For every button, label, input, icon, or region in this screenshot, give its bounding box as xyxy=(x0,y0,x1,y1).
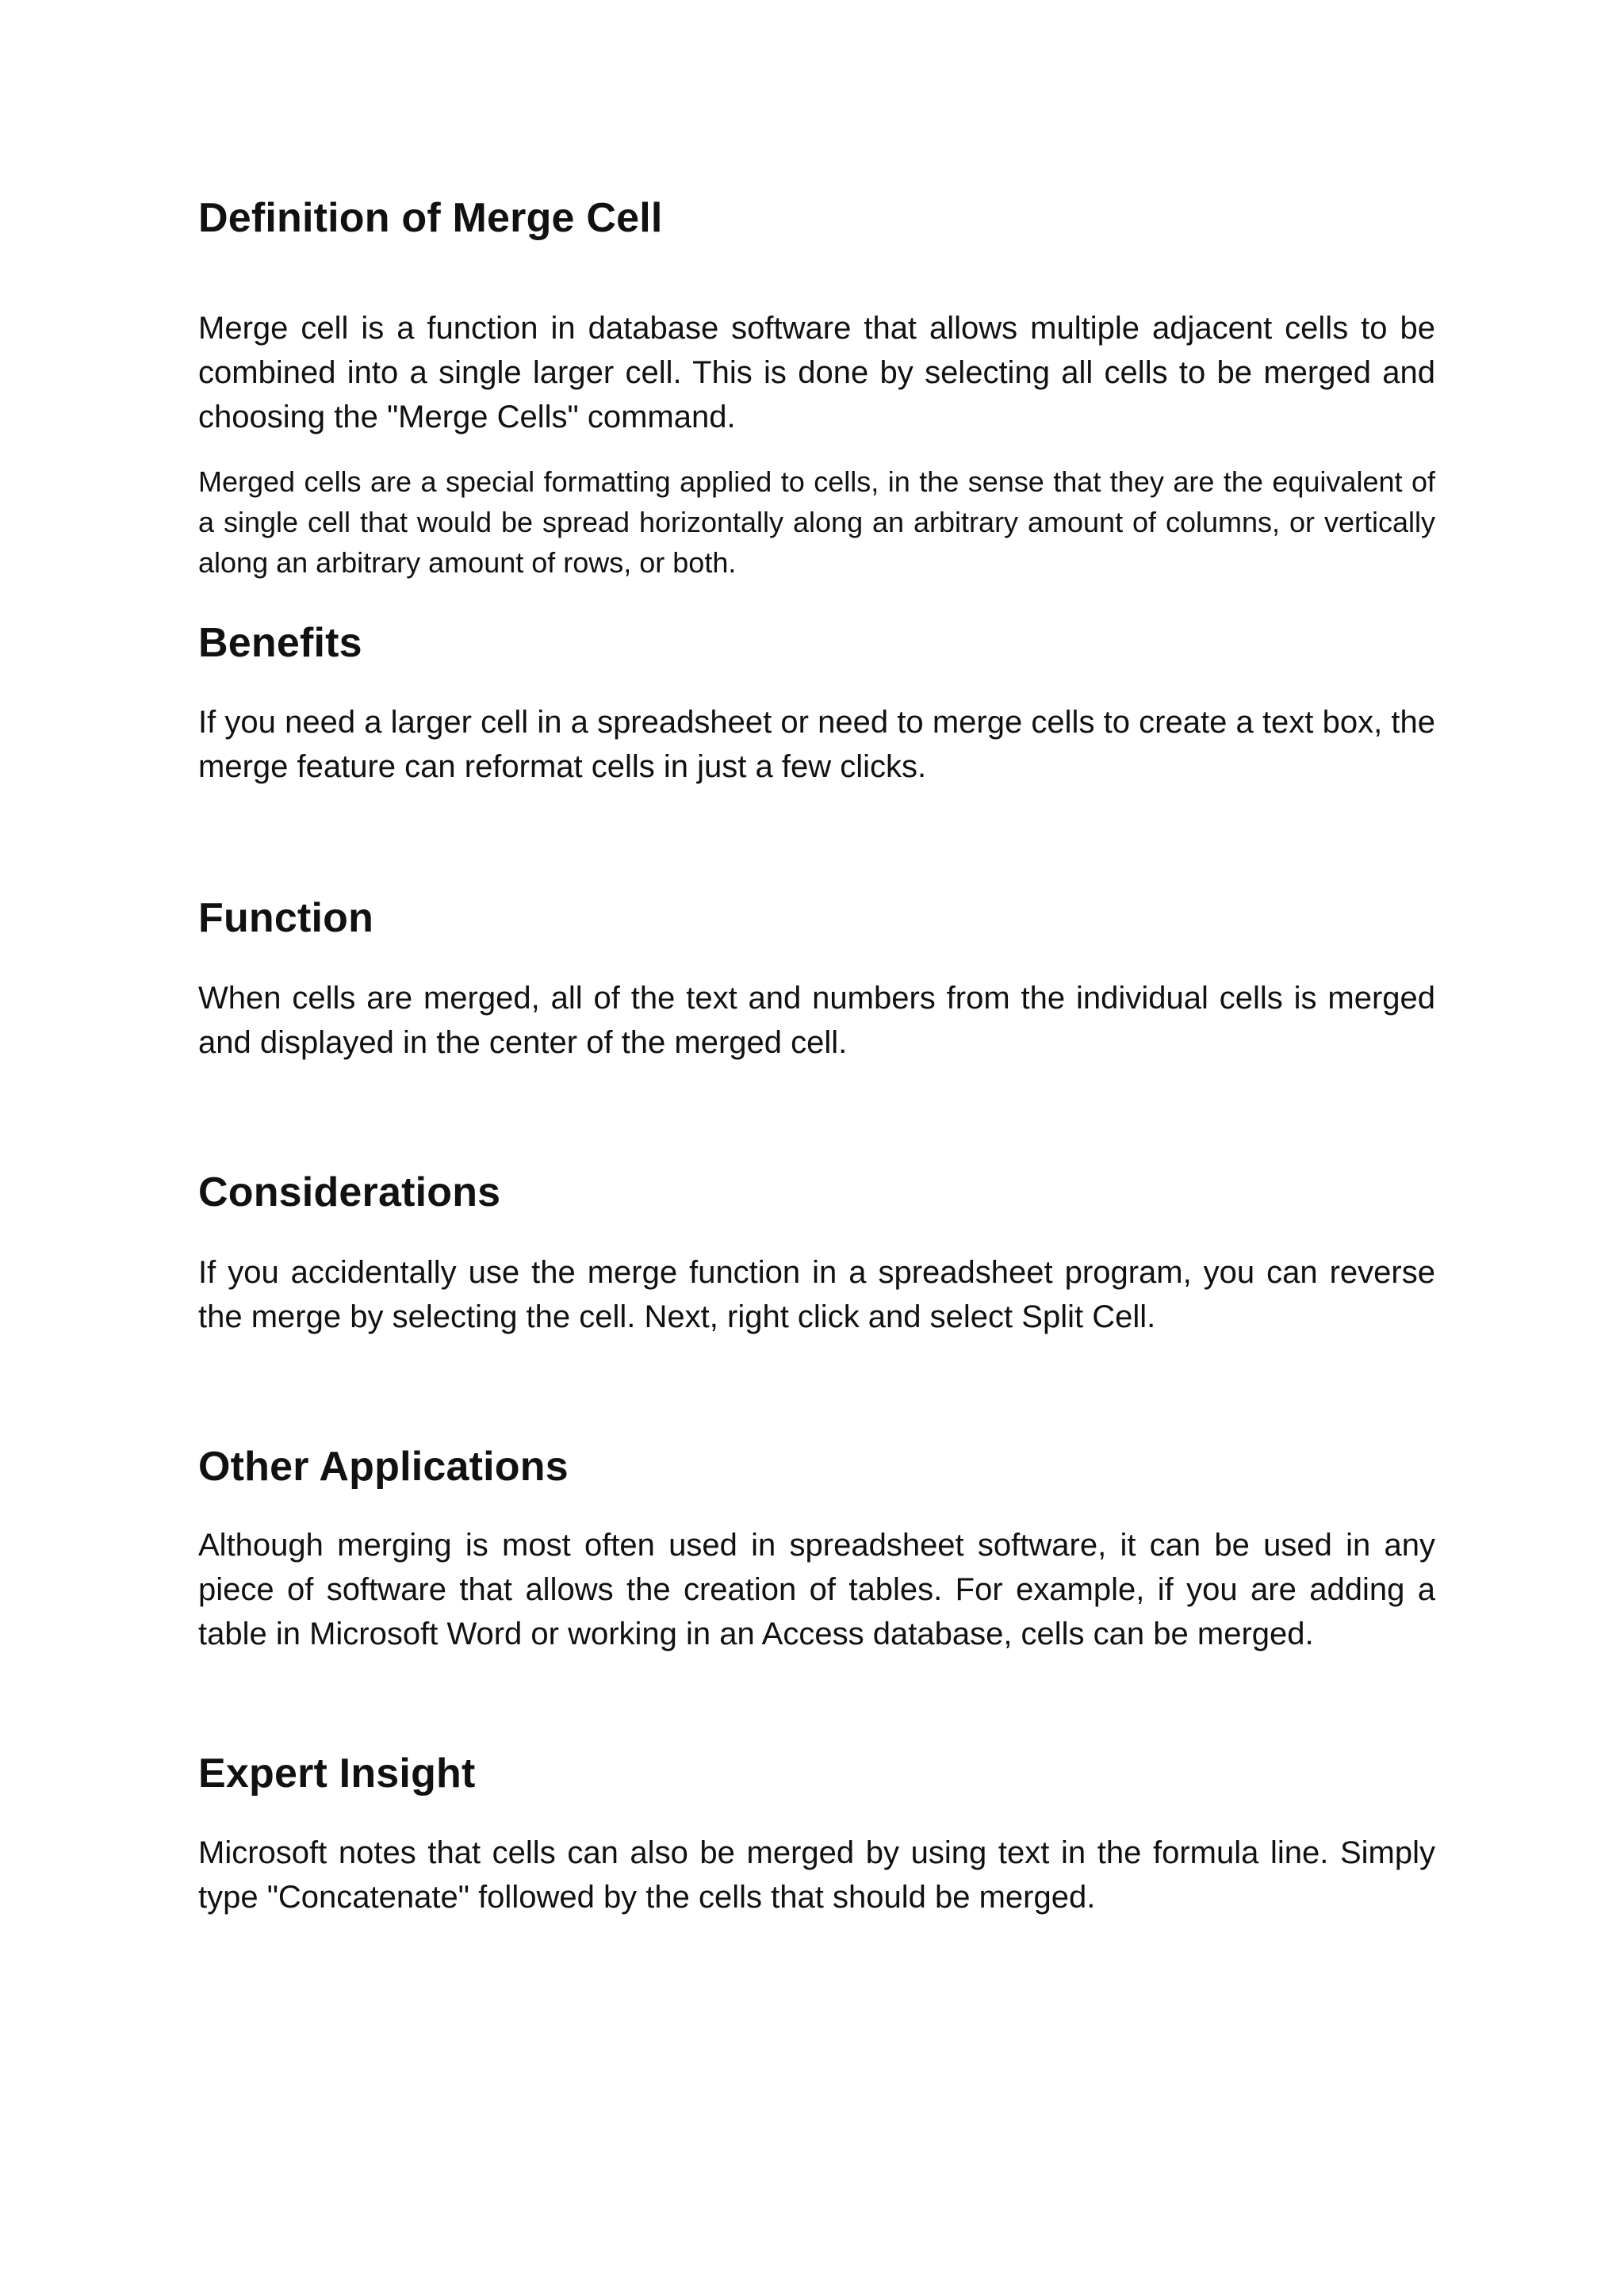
section-body-expert-insight: Microsoft notes that cells can also be merged by using text in the formula line. Simply type "Concatenate" followed by the cells that should be merged. xyxy=(198,1835,1435,1915)
section-body-considerations: If you accidentally use the merge function in a spreadsheet program, you can reverse the merge by selecting the cell. Next, right click and select Split Cell. xyxy=(198,1255,1435,1334)
section-heading-considerations: Considerations xyxy=(198,1169,501,1215)
section-body-benefits: If you need a larger cell in a spreadsheet or need to merge cells to create a text box, the merge feature can reformat cells in just a few clicks. xyxy=(198,705,1435,784)
section-body-function: When cells are merged, all of the text and numbers from the individual cells is merged and displayed in the center of the merged cell. xyxy=(198,981,1435,1060)
section-heading-benefits: Benefits xyxy=(198,620,362,666)
page-title: Definition of Merge Cell xyxy=(198,195,663,241)
definition-paragraph: Merge cell is a function in database software that allows multiple adjacent cells to be combined into a single larger cell. This is done by selecting all cells to be merged and choosing the "Merge Cells" command. xyxy=(198,311,1435,434)
section-heading-expert-insight: Expert Insight xyxy=(198,1751,476,1797)
document-content xyxy=(198,194,1435,1919)
section-heading-other-applications: Other Applications xyxy=(198,1444,569,1490)
section-body-other-applications: Although merging is most often used in spreadsheet software, it can be used in any piece of software that allows the creation of tables. For example, if you are adding a table in Microsoft Word or working in an Access database, cells can be merged. xyxy=(198,1528,1435,1651)
section-heading-function: Function xyxy=(198,895,374,941)
definition-note-paragraph: Merged cells are a special formatting applied to cells, in the sense that they are the equivalent of a single cell that would be spread horizontally along an arbitrary amount of columns, or vertically along an arbitrary amount of rows, or both. xyxy=(198,465,1435,579)
